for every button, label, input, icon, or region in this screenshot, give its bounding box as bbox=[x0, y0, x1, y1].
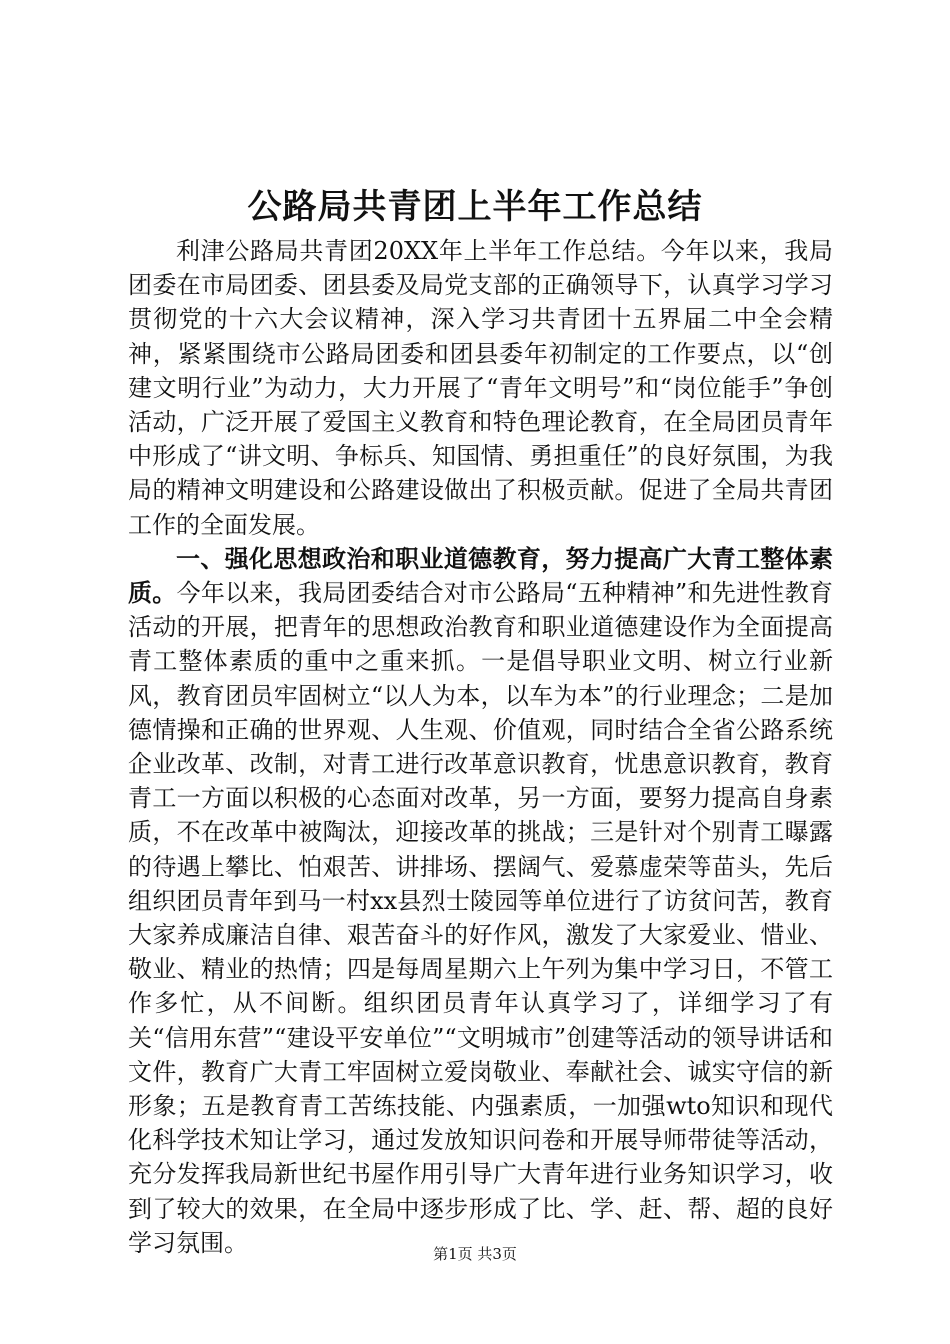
page-title: 公路局共青团上半年工作总结 bbox=[247, 187, 703, 227]
intro-paragraph bbox=[128, 234, 833, 542]
page-number-footer: 第1页 共3页 bbox=[433, 1245, 517, 1263]
intro-paragraph-text: 利津公路局共青团20XX年上半年工作总结。今年以来，我局团委在市局团委、团县委及局党支部的正确领导下，认真学习学习贯彻党的十六大会议精神，深入学习共青团十五界届二中全会精神，紧紧围绕市公路局团委和团县委年初制定的工作要点，以“创建文明行业”为动力，大力开展了“青年文明号”和“岗位能手”争创活动，广泛开展了爱国主义教育和特色理论教育，在全局团员青年中形成了“讲文明、争标兵、知国情、勇担重任”的良好氛围，为我局的精神文明建设和公路建设做出了积极贡献。促进了全局共青团工作的全面发展。 bbox=[128, 237, 833, 539]
section-one-text: 今年以来，我局团委结合对市公路局“五种精神”和先进性教育活动的开展，把青年的思想政治教育和职业道德建设作为全面提高青工整体素质的重中之重来抓。一是倡导职业文明、树立行业新风，教育团员牢固树立“以人为本，以车为本”的行业理念；二是加德情操和正确的世界观、人生观、价值观，同时结合全省公路系统企业改革、改制，对青工进行改革意识教育，忧患意识教育，教育青工一方面以积极的心态面对改革，另一方面，要努力提高自身素质，不在改革中被陶汰，迎接改革的挑战；三是针对个别青工曝露的待遇上攀比、怕艰苦、讲排场、摆阔气、爱慕虚荣等苗头，先后组织团员青年到马一村xx县烈士陵园等单位进行了访贫问苦，教育大家养成廉洁自律、艰苦奋斗的好作风，激发了大家爱业、惜业、敬业、精业的热情；四是每周星期六上午列为集中学习日，不管工作多忙，从不间断。组织团员青年认真学习了，详细学习了有关“信用东营”“建设平安单位”“文明城市”创建等活动的领导讲话和文件，教育广大青工牢固树立爱岗敬业、奉献社会、诚实守信的新形象；五是教育青工苦练技能、内强素质，一加强wto知识和现代化科学技术知让学习，通过发放知识问卷和开展导师带徒等活动，充分发挥我局新世纪书屋作用引导广大青年进行业务知识学习，收到了较大的效果，在全局中逐步形成了比、学、赶、帮、超的良好学习氛围。 bbox=[128, 579, 834, 1257]
document-body bbox=[128, 234, 833, 1260]
section-one-paragraph bbox=[128, 542, 833, 1260]
section-one-heading: 一、强化思想政治和职业道德教育，努力提高广大青工整体素质。 bbox=[128, 543, 833, 608]
